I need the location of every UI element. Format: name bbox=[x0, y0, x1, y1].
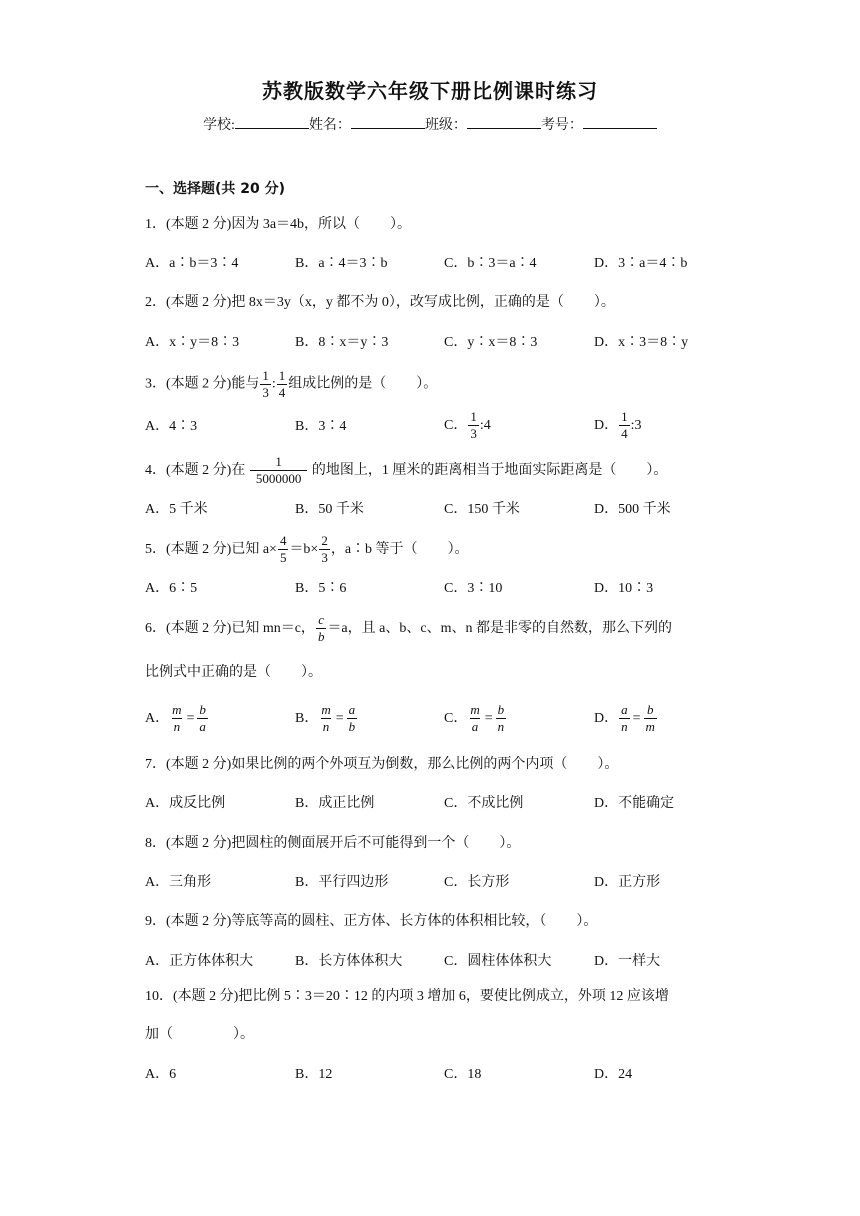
question-tail: ）。 bbox=[593, 295, 615, 310]
option-b[interactable]: B． $\frac{m}{n}$ = $\frac{a}{b}$ bbox=[295, 702, 356, 735]
question-5-stem: 5．(本题 2 分)已知 a× $\frac{4}{5}$ ＝b× $\frac{2}{3}$ ，a∶b 等于（ ）。 bbox=[145, 533, 469, 566]
question-text: 7．(本题 2 分)如果比例的两个外项互为倒数，那么比例的两个内项（ bbox=[145, 757, 568, 772]
section-heading: 一、选择题(共 20 分) bbox=[145, 181, 286, 197]
question-text: 5．(本题 2 分)已知 a× bbox=[145, 542, 277, 557]
fraction: $\frac{1}{3}$ bbox=[262, 368, 269, 400]
question-tail: ）。 bbox=[390, 217, 412, 232]
fraction: $\frac{b}{m}$ bbox=[645, 702, 655, 735]
question-text: 1．(本题 2 分)因为 3a＝4b，所以（ bbox=[145, 217, 361, 232]
school-blank[interactable] bbox=[235, 114, 309, 129]
question-4-stem bbox=[145, 454, 667, 488]
option-a[interactable]: A．成反比例 bbox=[145, 796, 226, 811]
option-c[interactable]: C．150 千米 bbox=[444, 502, 520, 517]
question-text: 2．(本题 2 分)把 8x＝3y（x，y 都不为 0），改写成比例，正确的是（ bbox=[145, 295, 564, 310]
question-tail: ）。 bbox=[576, 914, 598, 929]
option-b[interactable]: B．平行四边形 bbox=[295, 875, 389, 890]
fraction: $\frac{1}{3}$ bbox=[470, 409, 477, 442]
option-c[interactable]: C．y∶x＝8∶3 bbox=[444, 335, 538, 350]
class-blank[interactable] bbox=[467, 114, 541, 129]
option-b[interactable]: B．a∶4＝3∶b bbox=[295, 256, 388, 271]
fraction: $\frac{b}{a}$ bbox=[199, 702, 206, 735]
fraction: $\frac{1}{4}$ bbox=[621, 409, 628, 442]
option-c[interactable]: C．不成比例 bbox=[444, 796, 524, 811]
question-2-stem bbox=[145, 294, 615, 312]
option-c[interactable]: C．b∶3＝a∶4 bbox=[444, 256, 537, 271]
option-a[interactable]: A．x∶y＝8∶3 bbox=[145, 335, 240, 350]
question-text: 比例式中正确的是（ bbox=[145, 665, 271, 680]
class-label: 班级： bbox=[424, 118, 467, 133]
option-d[interactable]: D． $\frac{a}{n}$ = $\frac{b}{m}$ bbox=[594, 702, 655, 735]
fraction: $\frac{4}{5}$ bbox=[279, 533, 287, 566]
option-b[interactable]: B．50 千米 bbox=[295, 502, 364, 517]
school-label: 学校: bbox=[203, 118, 235, 133]
fraction: $\frac{1}{4}$ bbox=[278, 368, 286, 400]
option-b[interactable]: B．8∶x＝y∶3 bbox=[295, 335, 389, 350]
option-c[interactable]: C．圆柱体体积大 bbox=[444, 954, 552, 969]
option-d[interactable]: D．500 千米 bbox=[594, 502, 671, 517]
option-c[interactable]: C．18 bbox=[444, 1067, 482, 1082]
fraction: $\frac{m}{n}$ bbox=[321, 702, 331, 735]
question-7-stem bbox=[145, 756, 618, 774]
option-a[interactable]: A．6 bbox=[145, 1067, 177, 1082]
question-tail: ）。 bbox=[416, 376, 438, 392]
question-tail: ）。 bbox=[233, 1027, 254, 1042]
option-d[interactable]: D．10∶3 bbox=[594, 581, 654, 596]
question-tail: ）。 bbox=[646, 463, 668, 478]
fraction: $\frac{a}{n}$ bbox=[621, 702, 628, 735]
name-blank[interactable] bbox=[351, 114, 425, 129]
ratio-colon: : bbox=[271, 376, 276, 392]
question-text: 4．(本题 2 分)在 bbox=[145, 463, 246, 478]
question-10-line2 bbox=[145, 1026, 254, 1044]
option-d[interactable]: D．24 bbox=[594, 1067, 633, 1082]
option-d[interactable]: D．不能确定 bbox=[594, 796, 675, 811]
question-text: 6．(本题 2 分)已知 mn＝c， bbox=[145, 621, 315, 636]
question-text: 9．(本题 2 分)等底等高的圆柱、正方体、长方体的体积相比较，（ bbox=[145, 914, 547, 929]
fraction: $\frac{m}{n}$ bbox=[172, 702, 182, 735]
question-text-cont: ＝a，且 a、b、c、m、n 都是非零的自然数，那么下列的 bbox=[327, 621, 672, 636]
fraction: $\frac{m}{a}$ bbox=[470, 702, 480, 735]
question-text: 加（ bbox=[145, 1027, 173, 1042]
option-d[interactable]: D．3∶a＝4∶b bbox=[594, 256, 688, 271]
question-text: 3．(本题 2 分)能与 bbox=[145, 376, 260, 392]
option-b[interactable]: B．长方体体积大 bbox=[295, 954, 403, 969]
exam-no-blank[interactable] bbox=[583, 114, 657, 129]
option-a[interactable]: A．正方体体积大 bbox=[145, 954, 254, 969]
fraction: $\frac{a}{b}$ bbox=[348, 702, 356, 735]
page-title: 苏教版数学六年级下册比例课时练习 bbox=[262, 79, 598, 103]
question-3-stem bbox=[145, 369, 437, 400]
option-b[interactable]: B．12 bbox=[295, 1067, 333, 1082]
question-6-stem bbox=[145, 612, 672, 646]
question-text: 8．(本题 2 分)把圆柱的侧面展开后不可能得到一个（ bbox=[145, 836, 470, 851]
question-tail: ）。 bbox=[597, 757, 619, 772]
question-1-stem bbox=[145, 216, 411, 234]
option-b[interactable]: B．成正比例 bbox=[295, 796, 375, 811]
option-d[interactable]: D． $\frac{1}{4}$ :3 bbox=[594, 409, 642, 442]
question-text-cont: 组成比例的是（ bbox=[288, 376, 387, 392]
question-9-stem bbox=[145, 913, 597, 931]
option-a[interactable]: A．三角形 bbox=[145, 875, 212, 890]
name-label: 姓名： bbox=[308, 118, 351, 133]
option-c[interactable]: C． $\frac{1}{3}$ :4 bbox=[444, 409, 491, 442]
option-a[interactable]: A．4∶3 bbox=[145, 419, 198, 434]
question-10-stem: 10．(本题 2 分)把比例 5∶3＝20∶12 的内项 3 增加 6，要使比例成立，外项 12 应该增 bbox=[145, 989, 669, 1004]
option-d[interactable]: D．x∶3＝8∶y bbox=[594, 335, 689, 350]
option-a[interactable]: A．5 千米 bbox=[145, 502, 208, 517]
question-tail: ）。 bbox=[447, 542, 469, 557]
option-b[interactable]: B．3∶4 bbox=[295, 419, 347, 434]
question-tail: ）。 bbox=[499, 836, 521, 851]
option-a[interactable]: A．6∶5 bbox=[145, 581, 198, 596]
question-8-stem bbox=[145, 835, 520, 853]
option-a[interactable]: A． $\frac{m}{n}$ = $\frac{b}{a}$ bbox=[145, 702, 206, 735]
question-tail: ）。 bbox=[301, 665, 322, 680]
option-a[interactable]: A．a∶b＝3∶4 bbox=[145, 256, 239, 271]
question-text-cont: 的地图上，1 厘米的距离相当于地面实际距离是（ bbox=[311, 463, 617, 478]
fraction: $\frac{b}{n}$ bbox=[497, 702, 505, 735]
fraction: $\frac{2}{3}$ bbox=[321, 533, 328, 566]
exam-no-label: 考号： bbox=[540, 118, 583, 133]
question-6-line2 bbox=[145, 664, 322, 682]
question-text-cont: ，a∶b 等于（ bbox=[330, 542, 418, 557]
option-c[interactable]: C． $\frac{m}{a}$ = $\frac{b}{n}$ bbox=[444, 702, 505, 735]
fraction: $\frac{c}{b}$ bbox=[317, 612, 325, 645]
fraction: $\frac{1}{5000000}$ bbox=[250, 455, 308, 486]
option-c[interactable]: C．长方形 bbox=[444, 875, 510, 890]
student-info-line bbox=[0, 114, 860, 135]
option-d[interactable]: D．一样大 bbox=[594, 954, 661, 969]
option-b[interactable]: B．5∶6 bbox=[295, 581, 347, 596]
option-d[interactable]: D．正方形 bbox=[594, 875, 661, 890]
option-c[interactable]: C．3∶10 bbox=[444, 581, 503, 596]
